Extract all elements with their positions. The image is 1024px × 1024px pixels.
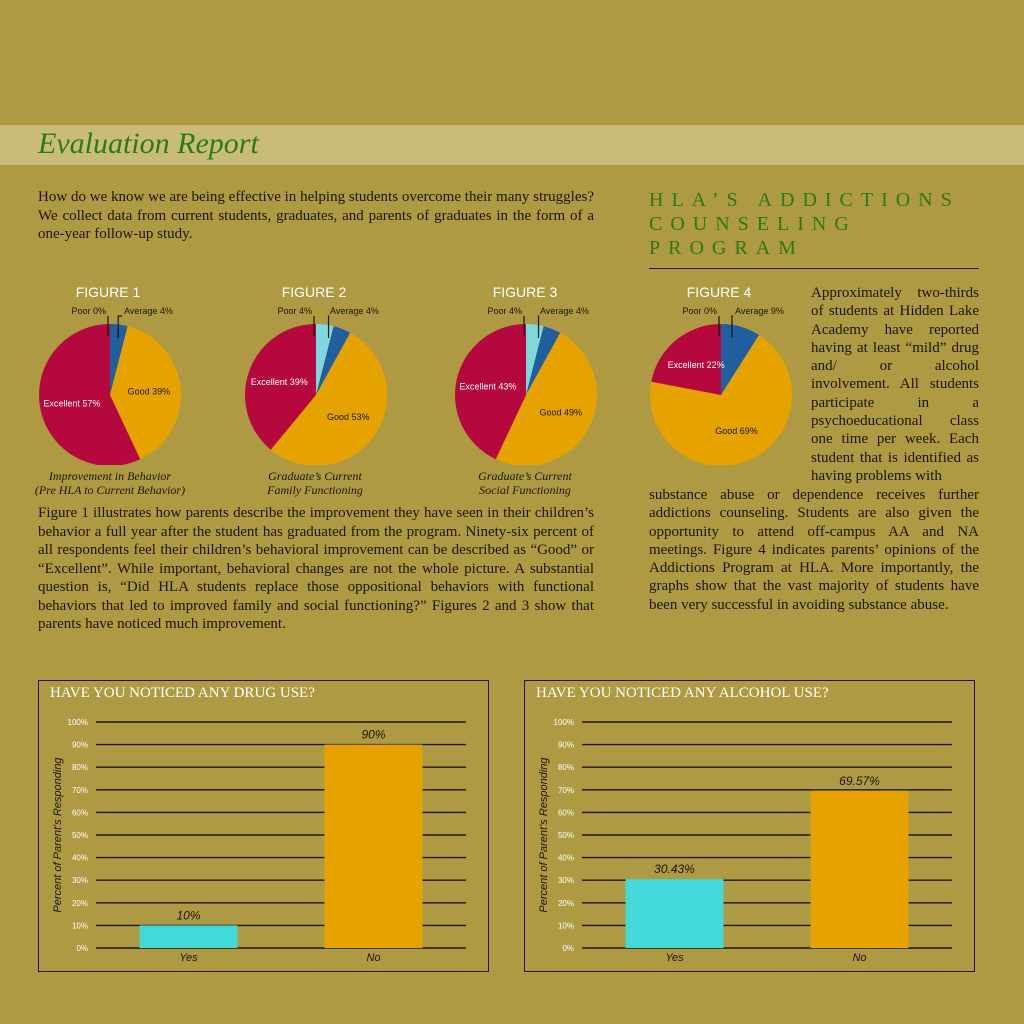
caption-line: (Pre HLA to Current Behavior) <box>34 483 186 497</box>
pie-label-good: Good 69% <box>715 425 758 436</box>
drug-use-chart-title: HAVE YOU NOTICED ANY DRUG USE? <box>50 685 315 701</box>
y-tick-label: 30% <box>71 876 88 886</box>
drug-use-bar-plot <box>39 681 488 971</box>
pie-label-good: Good 53% <box>327 411 370 422</box>
pie-label-poor: Poor 4% <box>277 306 312 316</box>
y-tick-label: 10% <box>557 921 574 931</box>
bar-value-label: 69.57% <box>839 773 880 788</box>
y-tick-label: 50% <box>557 831 574 840</box>
pie-label-excellent: Excellent 43% <box>459 381 517 392</box>
pie-label-average: Average 4% <box>124 306 173 316</box>
hla-heading-line: HLA’S ADDICTIONS <box>649 189 960 211</box>
figure-4-title: FIGURE 4 <box>686 284 752 300</box>
y-tick-label: 100% <box>553 718 574 727</box>
y-tick-label: 90% <box>71 740 88 750</box>
alcohol-use-chart <box>524 680 975 972</box>
caption-line: Social Functioning <box>479 483 571 497</box>
pie-label-excellent: Excellent 57% <box>43 398 101 409</box>
leader-line <box>538 316 539 338</box>
y-tick-label: 40% <box>71 853 88 863</box>
y-axis-label: Percent of Parent’s Responding <box>538 757 550 913</box>
y-tick-label: 20% <box>557 898 574 908</box>
pie-label-poor: Poor 4% <box>487 306 522 316</box>
y-tick-label: 90% <box>557 740 574 750</box>
x-category-label: No <box>366 952 381 964</box>
bar-no <box>811 791 909 948</box>
y-tick-label: 0% <box>562 944 574 953</box>
y-tick-label: 20% <box>71 898 88 908</box>
drug-use-chart <box>38 680 489 972</box>
caption-line: Family Functioning <box>267 483 363 497</box>
y-tick-label: 0% <box>76 944 88 953</box>
leader-line <box>328 316 329 338</box>
pie-label-poor: Poor 0% <box>71 306 106 316</box>
y-tick-label: 80% <box>557 763 574 773</box>
section-divider <box>649 268 979 269</box>
y-tick-label: 70% <box>71 785 88 795</box>
bar-value-label: 30.43% <box>654 862 695 877</box>
y-tick-label: 70% <box>557 785 574 795</box>
figure-2-caption <box>215 469 415 497</box>
pie-label-excellent: Excellent 39% <box>250 376 308 387</box>
bar-yes <box>140 925 238 948</box>
figure-2-pie-chart <box>236 300 396 465</box>
caption-line: Graduate’s Current <box>478 469 572 483</box>
figure-2-title: FIGURE 2 <box>281 284 347 300</box>
caption-line: Graduate’s Current <box>268 469 362 483</box>
pie-label-good: Good 49% <box>539 407 583 418</box>
alcohol-use-bar-plot <box>525 681 974 971</box>
pie-label-average: Average 4% <box>330 306 379 316</box>
hla-heading-line: COUNSELING <box>649 213 857 235</box>
pie-label-average: Average 4% <box>540 306 589 316</box>
figure-1-title: FIGURE 1 <box>75 284 141 300</box>
figure-1-pie-chart <box>30 300 190 465</box>
y-tick-label: 50% <box>71 831 88 840</box>
figure-4-pie-chart <box>641 300 801 465</box>
hla-paragraph-top: Approximately two-thirds of students at Hidden Lake Academy have reported having at least “mild” drug and/ or alcohol involvement. All students participate in a psychoeducational class one time per week. Each student that is identified as having problems with <box>811 285 979 484</box>
figure-1-caption <box>10 469 210 497</box>
x-category-label: Yes <box>179 952 198 964</box>
page-title: Evaluation Report <box>38 127 259 160</box>
y-tick-label: 60% <box>71 808 88 818</box>
y-tick-label: 30% <box>557 876 574 886</box>
y-tick-label: 100% <box>67 718 88 727</box>
figure-3-pie-chart <box>446 300 606 465</box>
hla-section-heading <box>649 188 979 260</box>
hla-heading-line: PROGRAM <box>649 237 804 259</box>
figures-paragraph: Figure 1 illustrates how parents describe the improvement they have seen in their children’s behavior a full year after the student has graduated from the program. Ninety-six percent of all respondents feel their children’s behavioral improvement can be described as “Good” or “Excellent”. While important, behavioral changes are not the whole picture. A substantial question is, “Did HLA students replace those oppositional behaviors with functional behaviors that led to improved family and social functioning?” Figures 2 and 3 show that parents have noticed much improvement. <box>38 505 594 632</box>
pie-label-excellent: Excellent 22% <box>667 359 725 370</box>
pie-label-poor: Poor 0% <box>682 306 717 316</box>
hla-paragraph-bottom: substance abuse or dependence receives further addictions counseling. Students are also given the opportunity to attend off-campus AA and NA meetings. Figure 4 indicates parents’ opinions of the Addictions Program at HLA. More importantly, the graphs show that the vast majority of students have been very successful in avoiding substance abuse. <box>649 487 979 613</box>
x-category-label: No <box>852 952 867 964</box>
caption-line: Improvement in Behavior <box>48 469 172 483</box>
y-tick-label: 80% <box>71 763 88 773</box>
figure-3-caption <box>425 469 625 497</box>
y-tick-label: 60% <box>557 808 574 818</box>
bar-value-label: 90% <box>361 727 386 742</box>
alcohol-use-chart-title: HAVE YOU NOTICED ANY ALCOHOL USE? <box>536 685 829 701</box>
pie-label-average: Average 9% <box>735 306 784 316</box>
y-axis-label: Percent of Parent’s Responding <box>52 757 64 913</box>
bar-yes <box>626 879 724 948</box>
bar-no <box>325 745 423 948</box>
bar-value-label: 10% <box>176 908 201 923</box>
figure-3-title: FIGURE 3 <box>492 284 558 300</box>
y-tick-label: 10% <box>71 921 88 931</box>
x-category-label: Yes <box>665 952 684 964</box>
y-tick-label: 40% <box>557 853 574 863</box>
pie-label-good: Good 39% <box>127 386 171 397</box>
intro-paragraph: How do we know we are being effective in helping students overcome their many struggles? We collect data from current students, graduates, and parents of graduates in the form of a one-year follow-up study. <box>38 189 594 242</box>
